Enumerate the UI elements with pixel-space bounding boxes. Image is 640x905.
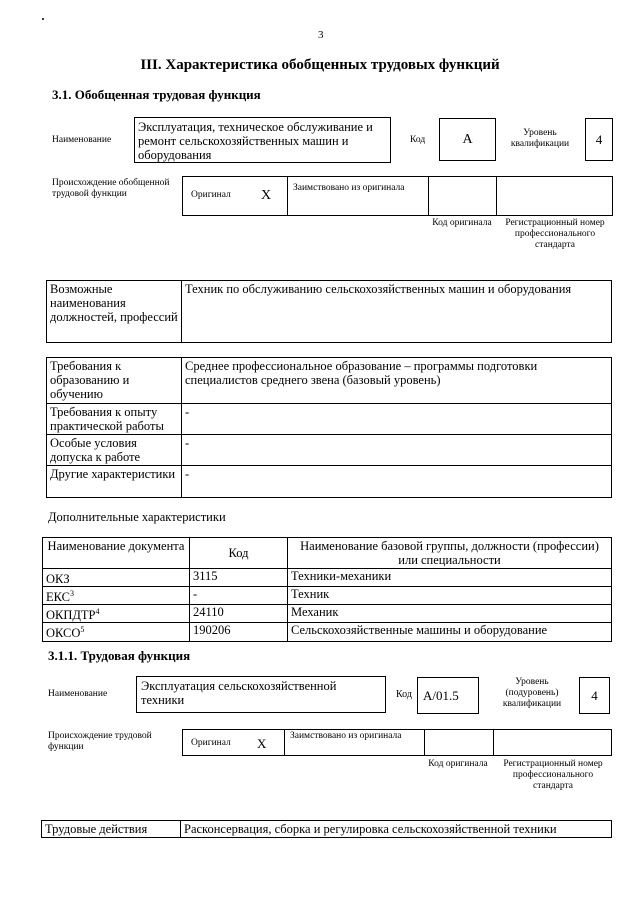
additional-header-name: Наименование базовой группы, должности (профессии) или специальности xyxy=(288,538,612,569)
gtf-heading: 3.1. Обобщенная трудовая функция xyxy=(52,87,261,102)
req-education-label: Требования к образованию и обучению xyxy=(47,358,182,404)
gtf-name-label: Наименование xyxy=(52,135,112,145)
requirements-table xyxy=(46,357,612,498)
doc-footnote: 4 xyxy=(95,607,100,617)
doc-footnote: 5 xyxy=(80,625,85,635)
gtf-code-label: Код xyxy=(410,135,426,145)
name-cell: Техники-механики xyxy=(288,569,612,587)
additional-header-code: Код xyxy=(190,538,288,569)
req-other-label: Другие характеристики xyxy=(47,466,182,498)
req-conditions-label: Особые условия допуска к работе xyxy=(47,435,182,466)
gtf-level-label: Уровень квалификации xyxy=(510,128,570,149)
tf-heading: 3.1.1. Трудовая функция xyxy=(48,648,191,663)
positions-table xyxy=(46,280,612,343)
gtf-origin-label: Происхождение обобщенной трудовой функции xyxy=(52,178,170,199)
tf-origin-label: Происхождение трудовой функции xyxy=(48,731,152,752)
gtf-origin-table xyxy=(182,176,613,216)
gtf-orig-code-label: Код оригинала xyxy=(432,218,492,228)
tf-reg-num-label: Регистрационный номер профессионального стандарта xyxy=(503,759,603,791)
table-row xyxy=(43,623,612,641)
positions-label: Возможные наименования должностей, профессий xyxy=(47,281,182,343)
req-other-value: - xyxy=(182,466,612,498)
additional-header-doc: Наименование документа xyxy=(43,538,190,569)
req-conditions-value: - xyxy=(182,435,612,466)
tf-origin-table xyxy=(182,729,612,756)
gtf-original-mark: X xyxy=(261,188,272,203)
tf-name-label: Наименование xyxy=(48,689,108,699)
table-row xyxy=(43,587,612,605)
tf-code-value: А/01.5 xyxy=(423,688,459,703)
doc-footnote: 3 xyxy=(70,589,74,599)
labor-actions-label: Трудовые действия xyxy=(42,821,181,838)
doc-cell: ОКЗ xyxy=(46,572,70,587)
doc-cell: ОКСО xyxy=(46,626,81,641)
name-cell: Сельскохозяйственные машины и оборудование xyxy=(288,623,612,641)
code-cell: 24110 xyxy=(190,605,288,623)
doc-cell: ОКПДТР xyxy=(46,608,96,623)
code-cell: - xyxy=(190,587,288,605)
gtf-level-box xyxy=(585,118,613,161)
req-experience-value: - xyxy=(182,404,612,435)
scan-speck xyxy=(42,18,44,20)
tf-level-label: Уровень (подуровень) квалификации xyxy=(502,677,562,709)
gtf-code-box xyxy=(439,118,496,161)
name-cell: Механик xyxy=(288,605,612,623)
tf-level-box xyxy=(579,677,610,714)
tf-original-mark: Х xyxy=(257,736,267,751)
gtf-reg-num-label: Регистрационный номер профессионального стандарта xyxy=(505,218,605,250)
additional-table xyxy=(42,537,612,642)
page-number: 3 xyxy=(318,29,324,41)
table-row xyxy=(43,569,612,587)
tf-name-value: Эксплуатация сельскохозяйственной техники xyxy=(141,679,337,707)
req-experience-label: Требования к опыту практической работы xyxy=(47,404,182,435)
tf-code-label: Код xyxy=(396,689,412,700)
labor-actions-table xyxy=(41,820,612,838)
gtf-level-value: 4 xyxy=(595,132,603,147)
additional-heading: Дополнительные характеристики xyxy=(48,510,226,524)
tf-level-value: 4 xyxy=(591,688,598,703)
gtf-name-box xyxy=(134,117,391,163)
gtf-borrowed-label: Заимствовано из оригинала xyxy=(293,183,405,193)
doc-cell: ЕКС xyxy=(46,590,70,605)
gtf-original-label: Оригинал xyxy=(191,190,231,200)
labor-actions-value: Расконсервация, сборка и регулировка сельскохозяйственной техники xyxy=(181,821,612,838)
tf-code-box xyxy=(417,677,479,714)
positions-value: Техник по обслуживанию сельскохозяйственных машин и оборудования xyxy=(182,281,612,343)
table-row xyxy=(43,605,612,623)
section-title: III. Характеристика обобщенных трудовых функций xyxy=(140,57,500,73)
code-cell: 3115 xyxy=(190,569,288,587)
tf-name-box xyxy=(136,676,386,713)
req-education-value: Среднее профессиональное образование – программы подготовки специалистов среднего звена (базовый уровень) xyxy=(182,358,612,404)
tf-borrowed-label: Заимствовано из оригинала xyxy=(290,731,402,741)
gtf-name-value: Эксплуатация, техническое обслуживание и ремонт сельскохозяйственных машин и оборудования xyxy=(138,120,373,162)
tf-orig-code-label: Код оригинала xyxy=(428,759,488,769)
code-cell: 190206 xyxy=(190,623,288,641)
gtf-code-value: А xyxy=(462,132,473,147)
tf-original-label: Оригинал xyxy=(191,738,231,748)
name-cell: Техник xyxy=(288,587,612,605)
